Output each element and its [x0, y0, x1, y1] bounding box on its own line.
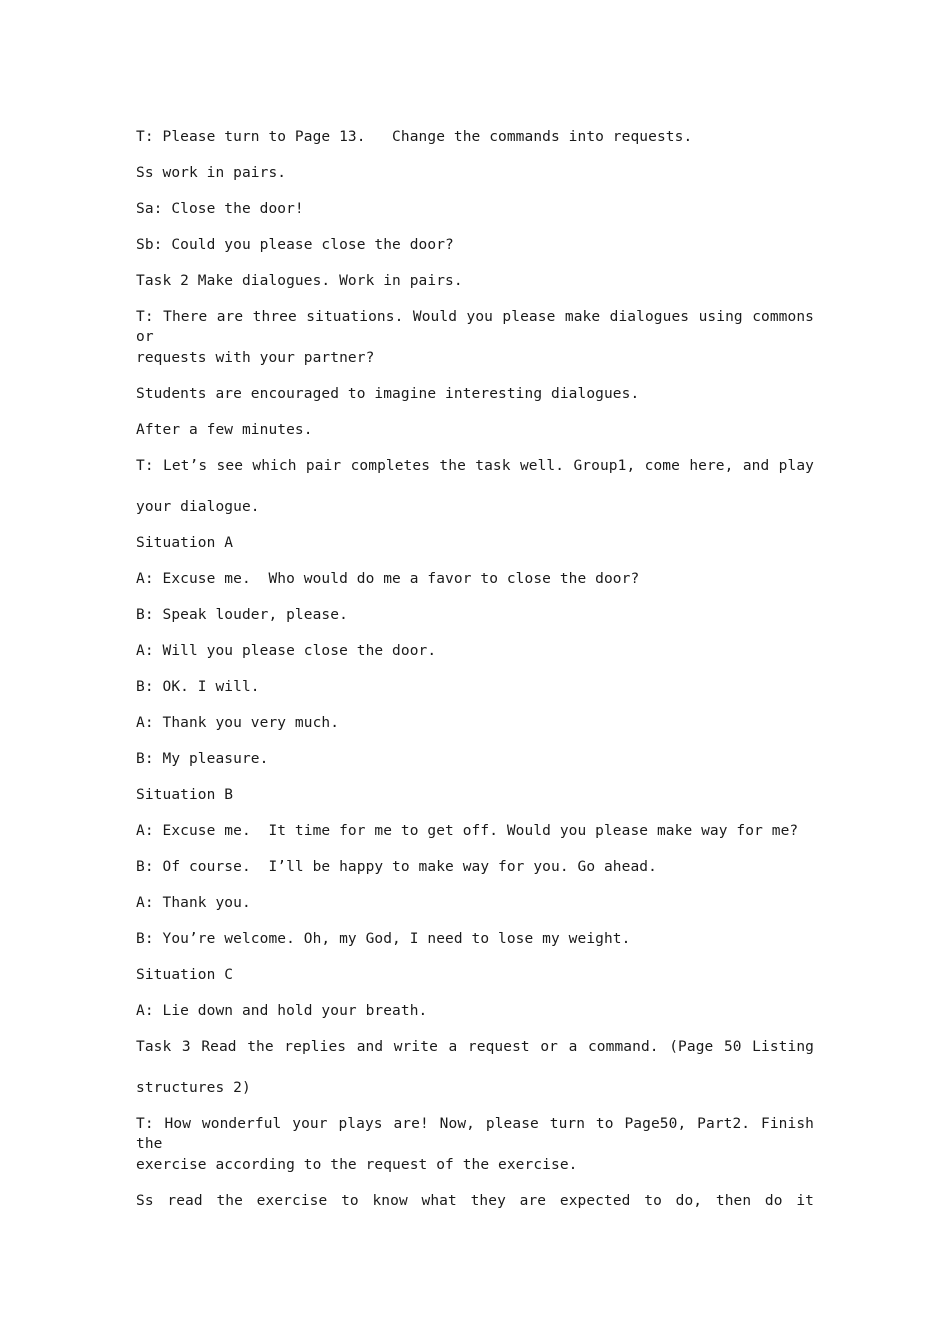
text-line: T: Let’s see which pair completes the task well. Group1, come here, and play — [136, 458, 814, 474]
text-line: exercise according to the request of the exercise. — [136, 1157, 578, 1173]
text-line: B: Of course. I’ll be happy to make way for you. Go ahead. — [136, 859, 657, 875]
text-line: Sb: Could you please close the door? — [136, 237, 454, 253]
text-line: your dialogue. — [136, 499, 260, 515]
section-heading: Situation B — [136, 787, 234, 803]
text-line: B: You’re welcome. Oh, my God, I need to lose my weight. — [136, 931, 631, 947]
text-line: Students are encouraged to imagine interesting dialogues. — [136, 386, 640, 402]
text-line: Sa: Close the door! — [136, 201, 304, 217]
text-line: B: My pleasure. — [136, 751, 269, 767]
text-line: Task 2 Make dialogues. Work in pairs. — [136, 273, 463, 289]
text-line: Task 3 Read the replies and write a request or a command. (Page 50 Listing — [136, 1039, 814, 1055]
text-line: structures 2) — [136, 1080, 251, 1096]
text-line: A: Excuse me. Who would do me a favor to close the door? — [136, 571, 640, 587]
section-heading: Situation C — [136, 967, 234, 983]
text-line: Ss work in pairs. — [136, 165, 287, 181]
text-line: A: Thank you very much. — [136, 715, 340, 731]
text-line: B: Speak louder, please. — [136, 607, 348, 623]
text-line: A: Will you please close the door. — [136, 643, 437, 659]
text-line: After a few minutes. — [136, 422, 313, 438]
text-line: Ss read the exercise to know what they are expected to do, then do it — [136, 1193, 814, 1209]
text-line: A: Excuse me. It time for me to get off. Would you please make way for me? — [136, 823, 799, 839]
text-line: T: How wonderful your plays are! Now, please turn to Page50, Part2. Finish the — [136, 1116, 814, 1152]
text-line: T: Please turn to Page 13. Change the commands into requests. — [136, 129, 693, 145]
text-line: B: OK. I will. — [136, 679, 260, 695]
document-body — [136, 127, 814, 1227]
section-heading: Situation A — [136, 535, 234, 551]
text-line: A: Thank you. — [136, 895, 251, 911]
text-line: A: Lie down and hold your breath. — [136, 1003, 428, 1019]
text-line: requests with your partner? — [136, 350, 375, 366]
text-line: T: There are three situations. Would you please make dialogues using commons or — [136, 309, 814, 345]
